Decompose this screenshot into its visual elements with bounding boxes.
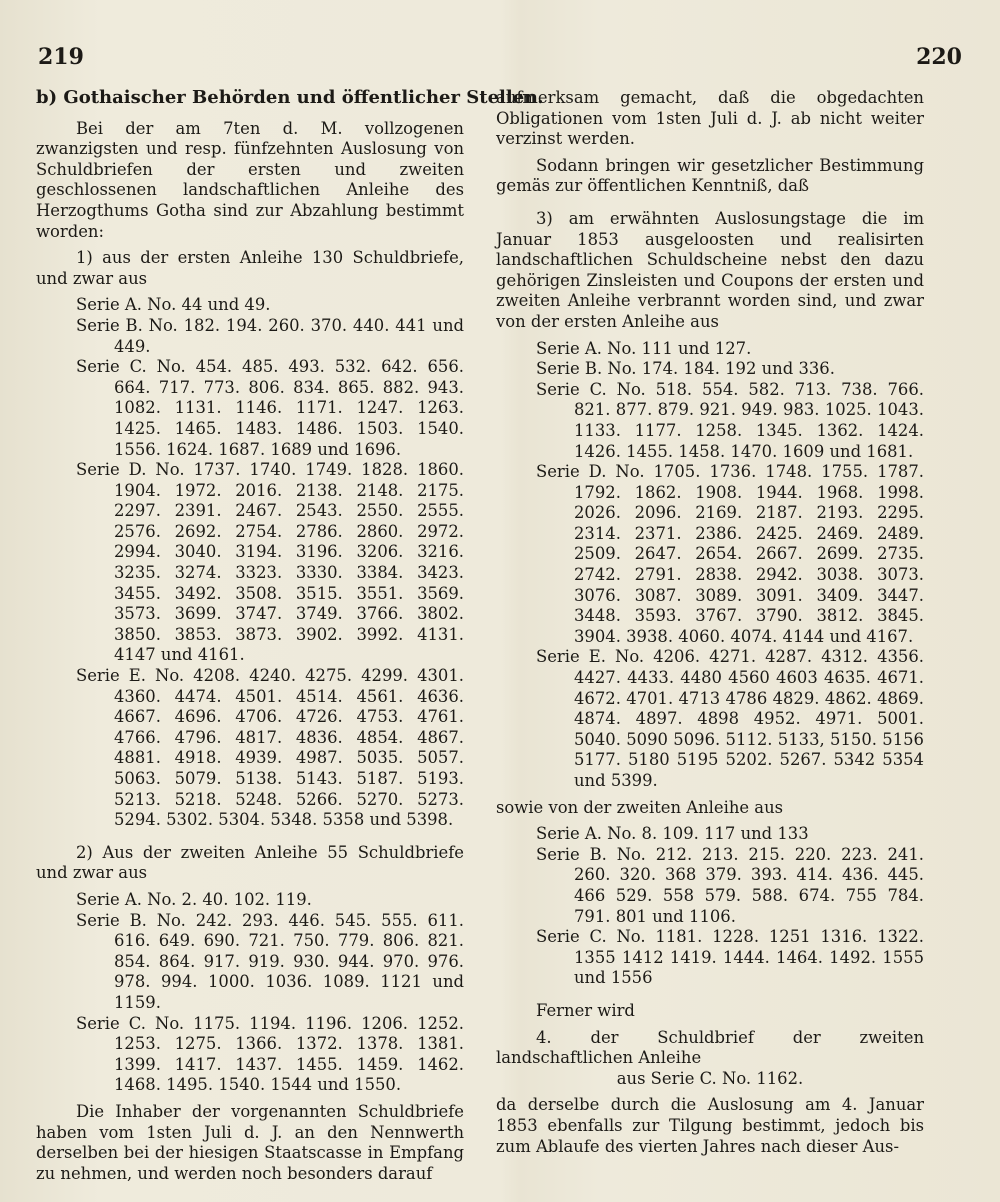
series-entry: Serie A. No. 2. 40. 102. 119. xyxy=(76,889,312,909)
section-3b-intro: sowie von der zweiten Anleihe aus xyxy=(496,797,784,817)
right-page-number: 220 xyxy=(916,44,962,70)
closing-paragraph: Die Inhaber der vorgenannten Schuldbriefe haben vom 1sten Juli d. J. an den Nennwerth derselben bei der hiesigen Staatscasse in Empfang zu nehmen, und werden noch besonders darauf xyxy=(36,1101,464,1183)
series-entry: Serie A. No. 111 und 127. xyxy=(536,338,752,358)
series-entry: Serie C. No. 1175. 1194. 1196. 1206. 1252. 1253. 1275. 1366. 1372. 1378. 1381. 1399. 1417. 1437. 1455. 1459. 1462. 1468. 1495. 1540. 1544 und 1550. xyxy=(76,1013,464,1095)
series-entry: Serie B. No. 182. 194. 260. 370. 440. 441 und 449. xyxy=(76,315,464,356)
closing-paragraph-right: da derselbe durch die Auslosung am 4. Januar 1853 ebenfalls zur Tilgung bestimmt, jedoch bis zum Ablaufe des vierten Jahres nach dieser Aus- xyxy=(496,1095,924,1156)
series-entry: Serie B. No. 174. 184. 192 und 336. xyxy=(536,359,835,379)
section-4-intro: 4. der Schuldbrief der zweiten landschaftlichen Anleihe xyxy=(496,1027,924,1068)
announcement-paragraph: Sodann bringen wir gesetzlicher Bestimmung gemäs zur öffentlichen Kenntniß, daß xyxy=(496,155,924,196)
series-entry: Serie A. No. 8. 109. 117 und 133 xyxy=(536,824,809,844)
series-entry: Serie A. No. 44 und 49. xyxy=(76,295,271,315)
section-3-intro: 3) am erwähnten Auslosungstage die im Januar 1853 ausgeloosten und realisirten landschaftlichen Schuldscheine nebst den dazu gehörigen Zinsleisten und Coupons der ersten und zweiten Anleihe verbrannt worden sind, und zwar von der ersten Anleihe aus xyxy=(496,208,924,331)
series-entry: Serie C. No. 1181. 1228. 1251 1316. 1322. 1355 1412 1419. 1444. 1464. 1492. 1555 und 1556 xyxy=(536,927,924,988)
series-entry: Serie C. No. 454. 485. 493. 532. 642. 656. 664. 717. 773. 806. 834. 865. 882. 943. 1082. 1131. 1146. 1171. 1247. 1263. 1425. 1465. 1483. 1486. 1503. 1540. 1556. 1624. 1687. 1689 und 1696. xyxy=(76,357,464,459)
left-column xyxy=(36,87,544,1184)
series-entry: Serie B. No. 242. 293. 446. 545. 555. 611. 616. 649. 690. 721. 750. 779. 806. 821. 854. 864. 917. 919. 930. 944. 970. 976. 978. 994. 1000. 1036. 1089. 1121 und 1159. xyxy=(76,910,464,1012)
series-entry: Serie D. No. 1705. 1736. 1748. 1755. 1787. 1792. 1862. 1908. 1944. 1968. 1998. 2026. 2096. 2169. 2187. 2193. 2295. 2314. 2371. 2386. 2425. 2469. 2489. 2509. 2647. 2654. 2667. 2699. 2735. 2742. 2791. 2838. 2942. 3038. 3073. 3076. 3087. 3089. 3091. 3409. 3447. 3448. 3593. 3767. 3790. 3812. 3845. 3904. 3938. 4060. 4074. 4144 und 4167. xyxy=(536,462,924,646)
right-column xyxy=(496,88,924,1157)
section-1-intro: 1) aus der ersten Anleihe 130 Schuldbriefe, und zwar aus xyxy=(36,248,464,288)
series-entry: Serie C. No. 518. 554. 582. 713. 738. 766. 821. 877. 879. 921. 949. 983. 1025. 1043. 1133. 1177. 1258. 1345. 1362. 1424. 1426. 1455. 1458. 1470. 1609 und 1681. xyxy=(536,379,924,461)
section-2-intro: 2) Aus der zweiten Anleihe 55 Schuldbriefe und zwar aus xyxy=(36,842,464,883)
intro-paragraph: Bei der am 7ten d. M. vollzogenen zwanzigsten und resp. fünfzehnten Auslosung von Schuldbriefen der ersten und zweiten geschlossenen landschaftlichen Anleihe des Herzogthums Gotha sind zur Abzahlung bestimmt worden: xyxy=(36,118,464,241)
ferner-line: Ferner wird xyxy=(536,1000,635,1020)
continuation-paragraph: aufmerksam gemacht, daß die obgedachten Obligationen vom 1sten Juli d. J. ab nicht weiter verzinst werden. xyxy=(496,88,924,149)
left-page-number: 219 xyxy=(38,44,84,70)
section-heading: b) Gothaischer Behörden und öffentlicher Stellen. xyxy=(36,87,544,108)
series-entry: Serie E. No. 4208. 4240. 4275. 4299. 4301. 4360. 4474. 4501. 4514. 4561. 4636. 4667. 4696. 4706. 4726. 4753. 4761. 4766. 4796. 4817. 4836. 4854. 4867. 4881. 4918. 4939. 4987. 5035. 5057. 5063. 5079. 5138. 5143. 5187. 5193. 5213. 5218. 5248. 5266. 5270. 5273. 5294. 5302. 5304. 5348. 5358 und 5398. xyxy=(76,666,464,830)
section-4-series: aus Serie C. No. 1162. xyxy=(616,1068,804,1088)
series-entry: Serie B. No. 212. 213. 215. 220. 223. 241. 260. 320. 368 379. 393. 414. 436. 445. 466 529. 558 579. 588. 674. 755 784. 791. 801 und 1106. xyxy=(536,844,924,926)
series-entry: Serie D. No. 1737. 1740. 1749. 1828. 1860. 1904. 1972. 2016. 2138. 2148. 2175. 2297. 2391. 2467. 2543. 2550. 2555. 2576. 2692. 2754. 2786. 2860. 2972. 2994. 3040. 3194. 3196. 3206. 3216. 3235. 3274. 3323. 3330. 3384. 3423. 3455. 3492. 3508. 3515. 3551. 3569. 3573. 3699. 3747. 3749. 3766. 3802. 3850. 3853. 3873. 3902. 3992. 4131. 4147 und 4161. xyxy=(76,460,464,665)
series-entry: Serie E. No. 4206. 4271. 4287. 4312. 4356. 4427. 4433. 4480 4560 4603 4635. 4671. 4672. 4701. 4713 4786 4829. 4862. 4869. 4874. 4897. 4898 4952. 4971. 5001. 5040. 5090 5096. 5112. 5133, 5150. 5156 5177. 5180 5195 5202. 5267. 5342 5354 und 5399. xyxy=(536,647,924,790)
